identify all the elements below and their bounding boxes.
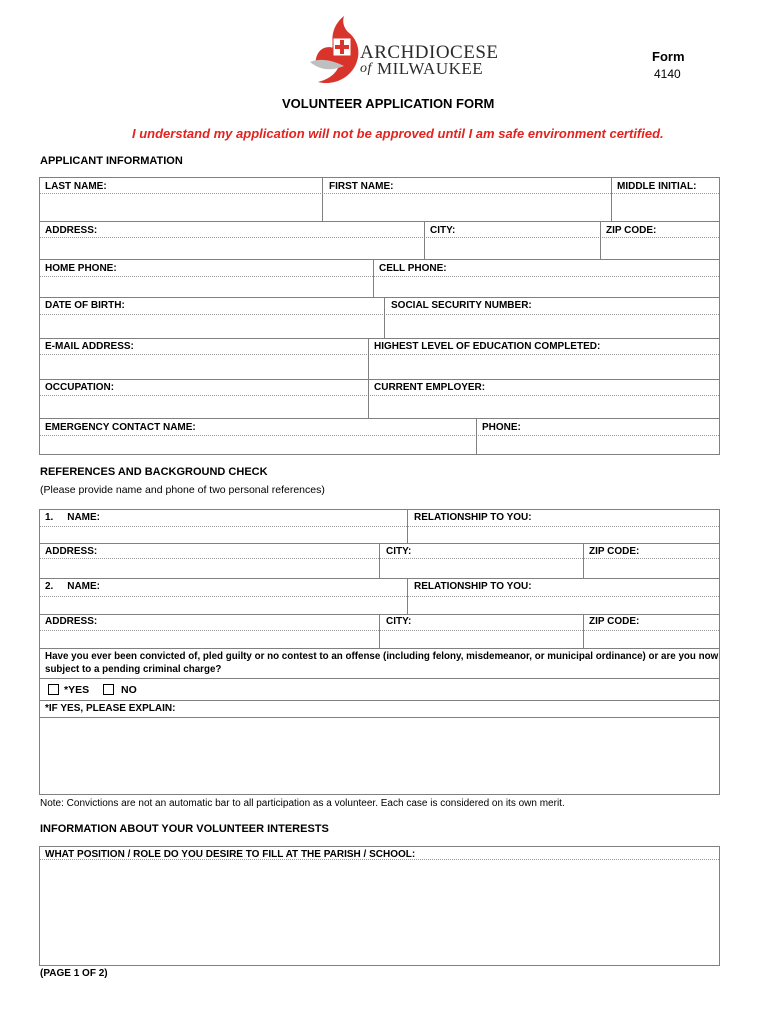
ref2-name-text: 2. NAME:: [45, 581, 101, 592]
form-number: 4140: [654, 67, 681, 81]
email-input[interactable]: [40, 355, 368, 378]
ssn-input[interactable]: [385, 315, 719, 337]
explain-textarea[interactable]: [40, 718, 719, 794]
ref2-relationship-label: RELATIONSHIP TO YOU:: [414, 581, 532, 592]
ref2-name-label: [45, 581, 100, 592]
page-indicator: (PAGE 1 OF 2): [40, 968, 108, 979]
yes-label: *YES: [64, 684, 90, 696]
dob-input[interactable]: [40, 315, 384, 337]
ref2-address-input[interactable]: [40, 631, 379, 647]
city-input[interactable]: [425, 238, 600, 258]
emergency-contact-input[interactable]: [40, 436, 476, 454]
logo-of: of: [360, 61, 372, 76]
logo-line2: MILWAUKEE: [377, 59, 484, 78]
home-phone-input[interactable]: [40, 277, 373, 296]
last-name-input[interactable]: [40, 194, 322, 220]
no-label: NO: [121, 684, 137, 696]
first-name-input[interactable]: [323, 194, 611, 220]
position-textarea[interactable]: [40, 860, 719, 965]
ref2-zip-label: ZIP CODE:: [589, 616, 640, 627]
convictions-note: Note: Convictions are not an automatic bar to all participation as a volunteer. Each case is considered on its own merit.: [40, 798, 565, 809]
ref1-name-label: [45, 512, 100, 523]
ref2-name-input[interactable]: [40, 597, 407, 613]
emergency-phone-input[interactable]: [477, 436, 719, 454]
address-label: ADDRESS:: [45, 225, 98, 236]
ssn-label: SOCIAL SECURITY NUMBER:: [391, 300, 532, 311]
conviction-question-line2: subject to a pending criminal charge?: [45, 664, 222, 675]
employer-input[interactable]: [369, 396, 719, 417]
ref2-city-label: CITY:: [386, 616, 412, 627]
first-name-label: FIRST NAME:: [329, 181, 394, 192]
ref1-relationship-input[interactable]: [408, 527, 719, 542]
ref2-zip-input[interactable]: [584, 631, 719, 647]
certification-warning: I understand my application will not be approved until I am safe environment certified.: [132, 126, 664, 141]
ref1-address-label: ADDRESS:: [45, 546, 98, 557]
ref2-city-input[interactable]: [380, 631, 583, 647]
page-title: VOLUNTEER APPLICATION FORM: [282, 96, 495, 111]
city-label: CITY:: [430, 225, 456, 236]
ref2-relationship-input[interactable]: [408, 597, 719, 613]
cell-phone-label: CELL PHONE:: [379, 263, 447, 274]
form-label: Form: [652, 49, 685, 64]
emergency-contact-label: EMERGENCY CONTACT NAME:: [45, 422, 196, 433]
zip-label: ZIP CODE:: [606, 225, 657, 236]
ref1-zip-input[interactable]: [584, 559, 719, 577]
yes-checkbox[interactable]: [48, 684, 59, 695]
no-checkbox[interactable]: [103, 684, 114, 695]
dob-label: DATE OF BIRTH:: [45, 300, 125, 311]
ref1-name-input[interactable]: [40, 527, 407, 542]
occupation-label: OCCUPATION:: [45, 382, 115, 393]
interests-section-title: INFORMATION ABOUT YOUR VOLUNTEER INTERESTS: [40, 823, 329, 835]
last-name-label: LAST NAME:: [45, 181, 107, 192]
explain-label: *IF YES, PLEASE EXPLAIN:: [45, 703, 176, 714]
ref1-address-input[interactable]: [40, 559, 379, 577]
ref1-relationship-label: RELATIONSHIP TO YOU:: [414, 512, 532, 523]
cell-phone-input[interactable]: [374, 277, 719, 296]
ref1-zip-label: ZIP CODE:: [589, 546, 640, 557]
position-label: WHAT POSITION / ROLE DO YOU DESIRE TO FILL AT THE PARISH / SCHOOL:: [45, 849, 416, 860]
address-input[interactable]: [40, 238, 424, 258]
education-input[interactable]: [369, 355, 719, 378]
employer-label: CURRENT EMPLOYER:: [374, 382, 486, 393]
emergency-phone-label: PHONE:: [482, 422, 521, 433]
education-label: HIGHEST LEVEL OF EDUCATION COMPLETED:: [374, 341, 601, 352]
ref1-name-text: 1. NAME:: [45, 512, 101, 523]
references-section-title: REFERENCES AND BACKGROUND CHECK: [40, 466, 268, 478]
occupation-input[interactable]: [40, 396, 368, 417]
email-label: E-MAIL ADDRESS:: [45, 341, 134, 352]
applicant-section-title: APPLICANT INFORMATION: [40, 155, 183, 167]
middle-initial-input[interactable]: [612, 194, 719, 220]
zip-input[interactable]: [601, 238, 719, 258]
ref1-city-label: CITY:: [386, 546, 412, 557]
home-phone-label: HOME PHONE:: [45, 263, 117, 274]
logo-line1: ARCHDIOCESE: [360, 42, 499, 63]
middle-initial-label: MIDDLE INITIAL:: [617, 181, 697, 192]
conviction-question-line1: Have you ever been convicted of, pled guilty or no contest to an offense (including felony, misdemeanor, or municipal ordinance) or are you now: [45, 651, 719, 662]
archdiocese-logo-icon: [304, 14, 366, 86]
ref2-address-label: ADDRESS:: [45, 616, 98, 627]
references-subtitle: (Please provide name and phone of two personal references): [40, 484, 325, 496]
ref1-city-input[interactable]: [380, 559, 583, 577]
